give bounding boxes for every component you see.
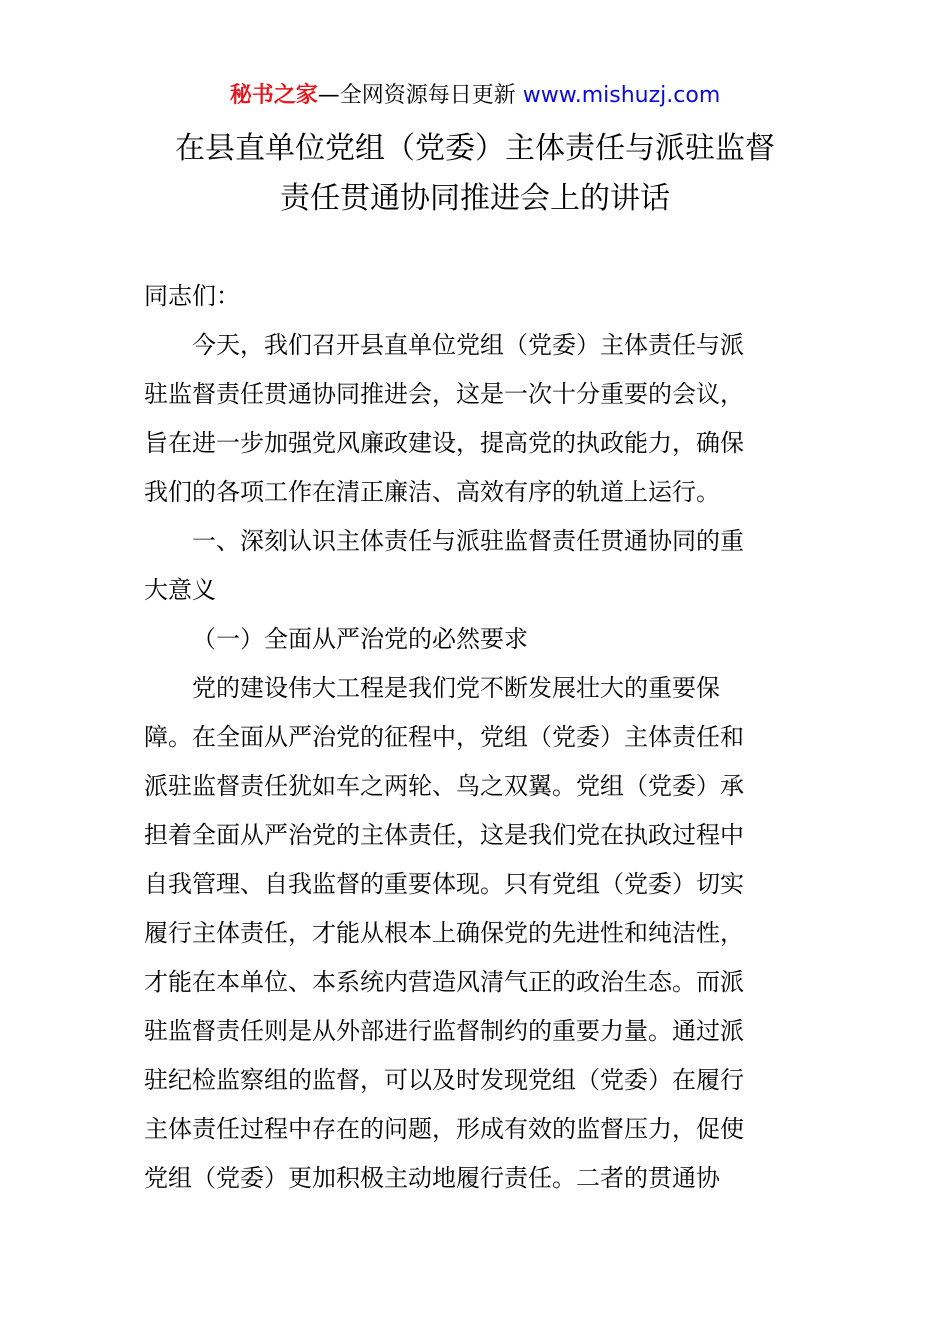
paragraph-1 bbox=[144, 321, 808, 517]
paragraph-2 bbox=[144, 664, 808, 1203]
site-header bbox=[0, 80, 950, 112]
paragraph-line: 驻监督责任则是从外部进行监督制约的重要力量。通过派 bbox=[144, 1017, 744, 1045]
paragraph-line: 才能在本单位、本系统内营造风清气正的政治生态。而派 bbox=[144, 968, 744, 996]
paragraph-line: 障。在全面从严治党的征程中，党组（党委）主体责任和 bbox=[144, 723, 744, 751]
site-tagline: —全网资源每日更新 bbox=[317, 83, 516, 108]
paragraph-line: 党的建设伟大工程是我们党不断发展壮大的重要保 bbox=[192, 674, 720, 702]
document-title bbox=[120, 124, 830, 224]
paragraph-line: 派驻监督责任犹如车之两轮、鸟之双翼。党组（党委）承 bbox=[144, 772, 744, 800]
paragraph-line: 驻监督责任贯通协同推进会，这是一次十分重要的会议， bbox=[144, 380, 744, 408]
site-url-link[interactable]: www.mishuzj.com bbox=[522, 83, 721, 108]
title-line-1: 在县直单位党组（党委）主体责任与派驻监督 bbox=[175, 131, 775, 166]
site-brand: 秘书之家 bbox=[229, 83, 318, 108]
paragraph-line: 党组（党委）更加积极主动地履行责任。二者的贯通协 bbox=[144, 1164, 720, 1192]
subsection-heading-text: （一）全面从严治党的必然要求 bbox=[192, 625, 528, 653]
section-heading-line: 一、深刻认识主体责任与派驻监督责任贯通协同的重 bbox=[192, 527, 744, 555]
section-heading-1 bbox=[144, 517, 808, 615]
paragraph-line: 我们的各项工作在清正廉洁、高效有序的轨道上运行。 bbox=[144, 478, 720, 506]
paragraph-line: 履行主体责任，才能从根本上确保党的先进性和纯洁性， bbox=[144, 919, 744, 947]
title-line-2: 责任贯通协同推进会上的讲话 bbox=[280, 181, 670, 216]
salutation-text: 同志们： bbox=[144, 282, 240, 310]
paragraph-line: 担着全面从严治党的主体责任，这是我们党在执政过程中 bbox=[144, 821, 744, 849]
paragraph-line: 主体责任过程中存在的问题，形成有效的监督压力，促使 bbox=[144, 1115, 744, 1143]
section-heading-line: 大意义 bbox=[144, 576, 216, 604]
paragraph-line: 今天，我们召开县直单位党组（党委）主体责任与派 bbox=[192, 331, 744, 359]
document-body bbox=[144, 272, 808, 1203]
salutation bbox=[144, 272, 808, 321]
paragraph-line: 驻纪检监察组的监督，可以及时发现党组（党委）在履行 bbox=[144, 1066, 744, 1094]
subsection-heading-1 bbox=[144, 615, 808, 664]
paragraph-line: 自我管理、自我监督的重要体现。只有党组（党委）切实 bbox=[144, 870, 744, 898]
paragraph-line: 旨在进一步加强党风廉政建设，提高党的执政能力，确保 bbox=[144, 429, 744, 457]
